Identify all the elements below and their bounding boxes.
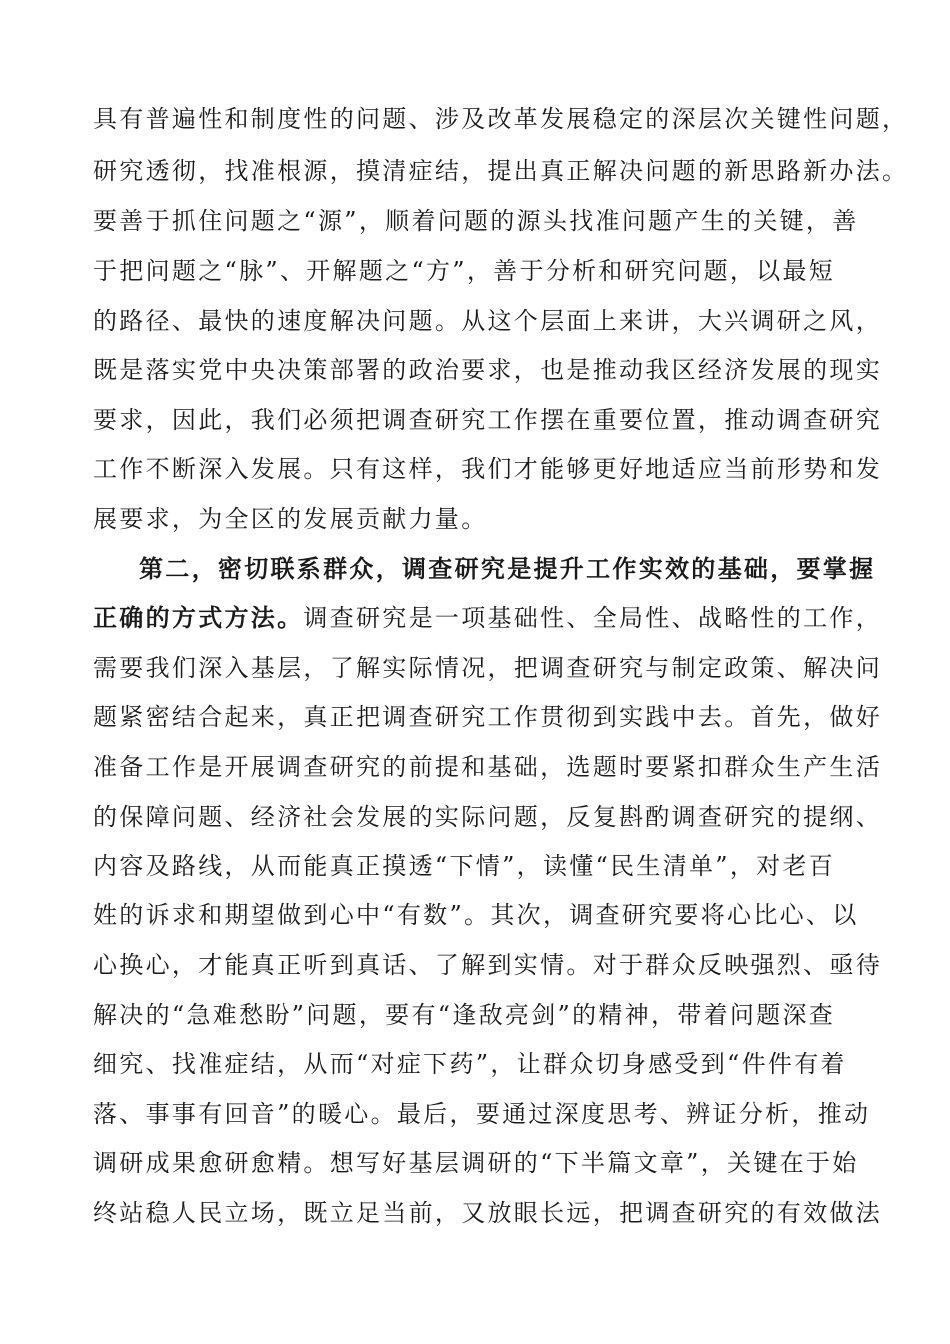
paragraph-line: 的路径、最快的速度解决问题。从这个层面上来讲，大兴调研之风， <box>93 307 882 335</box>
paragraph-line: 要求，因此，我们必须把调查研究工作摆在重要位置，推动调查研究 <box>93 406 882 434</box>
paragraph-line: 的保障问题、经济社会发展的实际问题，反复斟酌调查研究的提纲、 <box>93 803 882 831</box>
paragraph-line <box>93 603 882 633</box>
paragraph-line: 题紧密结合起来，真正把调查研究工作贯彻到实践中去。首先，做好 <box>93 703 882 731</box>
paragraph-line: 调研成果愈研愈精。想写好基层调研的“下半篇文章”，关键在于始 <box>93 1149 859 1177</box>
paragraph-line: 内容及路线，从而能真正摸透“下情”，读懂“民生清单”，对老百 <box>93 852 836 880</box>
paragraph-line: 研究透彻，找准根源，摸清症结，提出真正解决问题的新思路新办法。 <box>93 157 909 185</box>
section-heading-end: 正确的方式方法。 <box>93 604 304 632</box>
paragraph-line: 解决的“急难愁盼”问题，要有“逢敌亮剑”的精神，带着问题深查 <box>93 1001 836 1029</box>
paragraph-line: 于把问题之“脉”、开解题之“方”，善于分析和研究问题，以最短 <box>93 257 836 285</box>
paragraph-line: 工作不断深入发展。只有这样，我们才能够更好地适应当前形势和发 <box>93 455 882 483</box>
paragraph-line: 姓的诉求和期望做到心中“有数”。其次，调查研究要将心比心、以 <box>93 901 859 929</box>
paragraph-line: 落、事事有回音”的暖心。最后，要通过深度思考、辨证分析，推动 <box>93 1100 871 1128</box>
section-heading: 第二，密切联系群众，调查研究是提升工作实效的基础，要掌握 <box>139 555 876 583</box>
paragraph-line: 具有普遍性和制度性的问题、涉及改革发展稳定的深层次关键性问题， <box>93 105 909 133</box>
paragraph-line: 细究、找准症结，从而“对症下药”，让群众切身感受到“件件有着 <box>93 1050 847 1078</box>
paragraph-line: 需要我们深入基层，了解实际情况，把调查研究与制定政策、解决问 <box>93 654 882 682</box>
paragraph-line: 既是落实党中央决策部署的政治要求，也是推动我区经济发展的现实 <box>93 356 882 384</box>
paragraph-line: 心换心，才能真正听到真话、了解到实情。对于群众反映强烈、亟待 <box>93 951 882 979</box>
paragraph-line: 展要求，为全区的发展贡献力量。 <box>93 505 488 533</box>
paragraph-line-text: 调查研究是一项基础性、全局性、战略性的工作， <box>303 604 883 632</box>
paragraph-line: 准备工作是开展调查研究的前提和基础，选题时要紧扣群众生产生活 <box>93 753 882 781</box>
paragraph-line: 要善于抓住问题之“源”，顺着问题的源头找准问题产生的关键，善 <box>93 207 859 235</box>
paragraph-line: 终站稳人民立场，既立足当前，又放眼长远，把调查研究的有效做法 <box>93 1199 882 1227</box>
